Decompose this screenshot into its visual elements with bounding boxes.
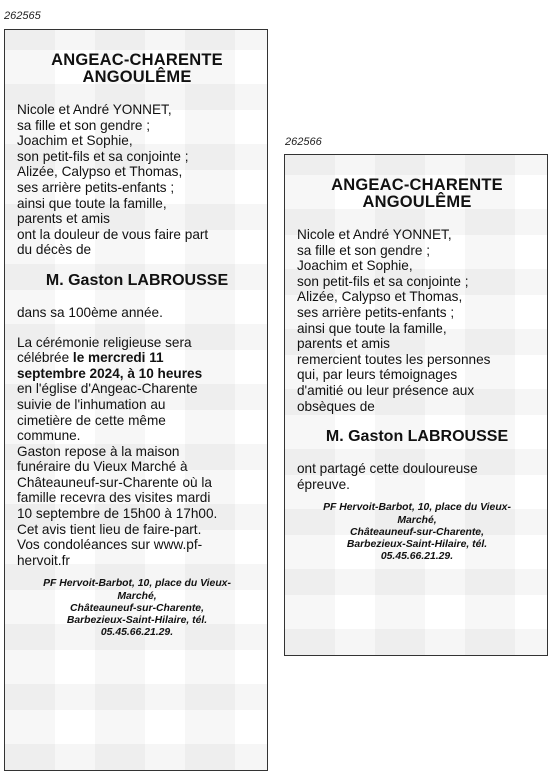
text-line: obsèques de (297, 398, 375, 414)
closing-text (297, 461, 537, 492)
funeral-home-line: 05.45.66.21.29. (380, 551, 454, 563)
text-line: d'amitié ou leur présence aux (297, 382, 475, 398)
text-line: ses arrière petits-enfants ; (297, 304, 455, 320)
age-line: dans sa 100ème année. (17, 304, 163, 320)
text-line: ses arrière petits-enfants ; (17, 179, 175, 195)
text-line: qui, par leurs témoignages (297, 367, 458, 383)
ceremony-details (17, 305, 257, 569)
text-line: Cet avis tient lieu de faire-part. (17, 521, 202, 537)
funeral-home-info (17, 578, 257, 639)
text-line: 10 septembre de 15h00 à 17h00. (17, 506, 218, 522)
text-line: ainsi que toute la famille, (17, 195, 167, 211)
notice-town (17, 52, 257, 86)
text-line: du décès de (17, 242, 92, 258)
funeral-home-line: PF Hervoit-Barbot, 10, place du Vieux- (43, 578, 231, 590)
text-line: son petit-fils et sa conjointe ; (17, 148, 189, 164)
thanks-notice (284, 154, 548, 656)
family-thanks (297, 227, 537, 414)
family-announcement (17, 102, 257, 258)
text-line: Joachim et Sophie, (17, 133, 133, 149)
text-line: Joachim et Sophie, (297, 258, 413, 274)
town-line: ANGOULÊME (82, 68, 192, 86)
text-line: Gaston repose à la maison (17, 443, 180, 459)
text-line: ont partagé cette douloureuse (297, 461, 478, 477)
notice-town (297, 177, 537, 211)
text-line: famille recevra des visites mardi (17, 490, 211, 506)
text-line (17, 350, 257, 366)
funeral-home-line: 05.45.66.21.29. (100, 627, 174, 639)
text-line: ont la douleur de vous faire part (17, 226, 209, 242)
funeral-home-line: Châteauneuf-sur-Charente, (70, 602, 204, 614)
funeral-home-info (297, 502, 537, 563)
deceased-name: M. Gaston LABROUSSE (45, 271, 229, 289)
funeral-home-line: Marché, (397, 514, 437, 526)
ceremony-date (17, 366, 257, 382)
text-line: sa fille et son gendre ; (297, 242, 430, 258)
funeral-home-line: Châteauneuf-sur-Charente, (350, 526, 484, 538)
text-line: parents et amis (17, 211, 110, 227)
notice-id: 262566 (285, 136, 322, 148)
town-line: ANGEAC-CHARENTE (331, 176, 503, 194)
notice-id: 262565 (4, 10, 41, 22)
text-line: son petit-fils et sa conjointe ; (297, 273, 469, 289)
text-line: Châteauneuf-sur-Charente où la (17, 474, 212, 490)
text-segment: célébrée (17, 350, 73, 366)
town-line: ANGEAC-CHARENTE (51, 51, 223, 69)
text-line: ainsi que toute la famille, (297, 320, 447, 336)
text-line: sa fille et son gendre ; (17, 117, 150, 133)
text-line: épreuve. (297, 476, 350, 492)
funeral-home-line: Barbezieux-Saint-Hilaire, tél. (346, 538, 488, 550)
text-line: commune. (17, 428, 81, 444)
funeral-home-line: Barbezieux-Saint-Hilaire, tél. (66, 615, 208, 627)
text-line: en l'église d'Angeac-Charente (17, 381, 198, 397)
text-line: parents et amis (297, 336, 390, 352)
text-line: Nicole et André YONNET, (17, 102, 172, 117)
text-line: Alizée, Calypso et Thomas, (17, 164, 183, 180)
text-line: La cérémonie religieuse sera (17, 334, 192, 350)
ceremony-date: le mercredi 11 (72, 350, 164, 366)
text-line: cimetière de cette même (17, 412, 166, 428)
ceremony-date-time: septembre 2024, à 10 heures (17, 365, 203, 381)
text-line: Nicole et André YONNET, (297, 227, 452, 242)
obituary-notice (4, 29, 268, 771)
text-line: hervoit.fr (17, 552, 70, 568)
funeral-home-line: Marché, (117, 590, 157, 602)
text-line: suivie de l'inhumation au (17, 396, 166, 412)
text-line: funéraire du Vieux Marché à (17, 459, 188, 475)
deceased-name: M. Gaston LABROUSSE (325, 428, 509, 446)
text-line: Vos condoléances sur www.pf- (17, 537, 203, 553)
funeral-home-line: PF Hervoit-Barbot, 10, place du Vieux- (323, 502, 511, 514)
town-line: ANGOULÊME (362, 193, 472, 211)
text-line: Alizée, Calypso et Thomas, (297, 289, 463, 305)
text-line: remercient toutes les personnes (297, 351, 491, 367)
